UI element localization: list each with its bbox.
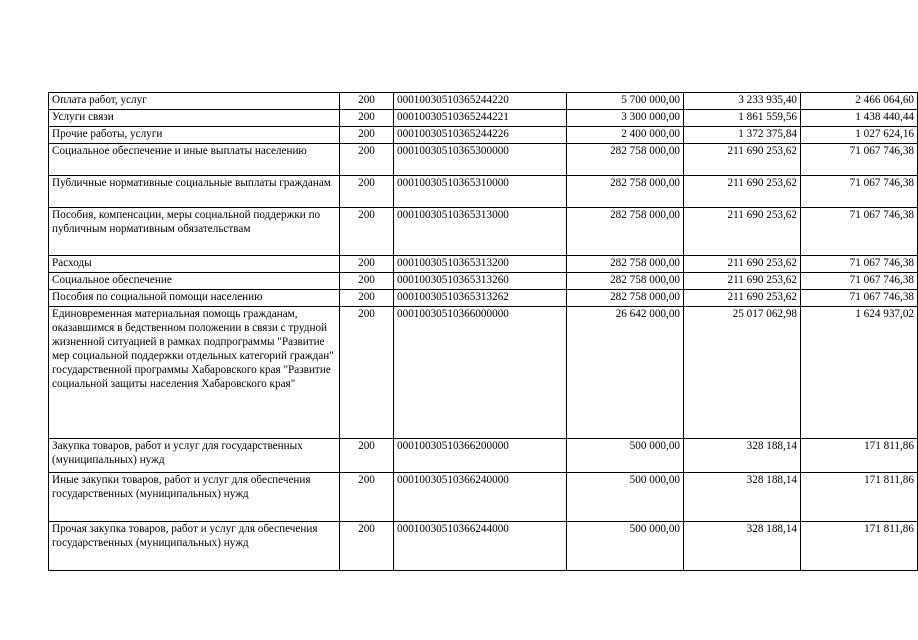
- table-row: [49, 522, 918, 571]
- row-name: Закупка товаров, работ и услуг для государственных (муниципальных) нужд: [49, 439, 340, 473]
- row-budget-code: 00010030510366000000: [394, 307, 567, 439]
- row-approved: 500 000,00: [567, 522, 684, 571]
- row-budget-code: 00010030510365313000: [394, 208, 567, 256]
- row-line-code: 200: [340, 127, 394, 144]
- row-approved: 282 758 000,00: [567, 176, 684, 208]
- row-budget-code: 00010030510366240000: [394, 473, 567, 522]
- row-line-code: 200: [340, 273, 394, 290]
- row-approved: 282 758 000,00: [567, 273, 684, 290]
- row-remaining: 71 067 746,38: [801, 208, 918, 256]
- row-line-code: 200: [340, 144, 394, 176]
- row-budget-code: 00010030510365313200: [394, 256, 567, 273]
- row-executed: 1 861 559,56: [684, 110, 801, 127]
- row-line-code: 200: [340, 208, 394, 256]
- row-approved: 5 700 000,00: [567, 93, 684, 110]
- row-name: Прочие работы, услуги: [49, 127, 340, 144]
- row-remaining: 71 067 746,38: [801, 290, 918, 307]
- row-approved: 26 642 000,00: [567, 307, 684, 439]
- row-line-code: 200: [340, 110, 394, 127]
- row-approved: 282 758 000,00: [567, 256, 684, 273]
- table-row: [49, 256, 918, 273]
- row-approved: 500 000,00: [567, 439, 684, 473]
- row-name: Пособия, компенсации, меры социальной поддержки по публичным нормативным обязательствам: [49, 208, 340, 256]
- row-line-code: 200: [340, 176, 394, 208]
- row-remaining: 2 466 064,60: [801, 93, 918, 110]
- table-row: [49, 144, 918, 176]
- row-executed: 211 690 253,62: [684, 290, 801, 307]
- row-name: Социальное обеспечение: [49, 273, 340, 290]
- row-name: Расходы: [49, 256, 340, 273]
- row-remaining: 1 438 440,44: [801, 110, 918, 127]
- row-name: Оплата работ, услуг: [49, 93, 340, 110]
- row-line-code: 200: [340, 307, 394, 439]
- row-budget-code: 00010030510365244220: [394, 93, 567, 110]
- row-remaining: 71 067 746,38: [801, 273, 918, 290]
- row-remaining: 171 811,86: [801, 473, 918, 522]
- row-budget-code: 00010030510365313262: [394, 290, 567, 307]
- row-approved: 282 758 000,00: [567, 144, 684, 176]
- row-executed: 211 690 253,62: [684, 273, 801, 290]
- row-budget-code: 00010030510365313260: [394, 273, 567, 290]
- row-approved: 282 758 000,00: [567, 290, 684, 307]
- row-approved: 500 000,00: [567, 473, 684, 522]
- row-name: Публичные нормативные социальные выплаты гражданам: [49, 176, 340, 208]
- row-executed: 328 188,14: [684, 522, 801, 571]
- row-executed: 211 690 253,62: [684, 176, 801, 208]
- row-line-code: 200: [340, 439, 394, 473]
- row-budget-code: 00010030510366244000: [394, 522, 567, 571]
- row-line-code: 200: [340, 93, 394, 110]
- row-name: Прочая закупка товаров, работ и услуг для обеспечения государственных (муниципальных) нужд: [49, 522, 340, 571]
- row-remaining: 1 624 937,02: [801, 307, 918, 439]
- row-executed: 25 017 062,98: [684, 307, 801, 439]
- row-executed: 211 690 253,62: [684, 208, 801, 256]
- table-row: [49, 176, 918, 208]
- row-executed: 3 233 935,40: [684, 93, 801, 110]
- row-line-code: 200: [340, 522, 394, 571]
- table-row: [49, 473, 918, 522]
- row-name: Пособия по социальной помощи населению: [49, 290, 340, 307]
- table-row: [49, 208, 918, 256]
- table-row: [49, 110, 918, 127]
- table-row: [49, 93, 918, 110]
- row-line-code: 200: [340, 473, 394, 522]
- row-budget-code: 00010030510365300000: [394, 144, 567, 176]
- row-remaining: 1 027 624,16: [801, 127, 918, 144]
- row-executed: 211 690 253,62: [684, 256, 801, 273]
- row-executed: 328 188,14: [684, 439, 801, 473]
- row-line-code: 200: [340, 290, 394, 307]
- table-row: [49, 307, 918, 439]
- row-executed: 328 188,14: [684, 473, 801, 522]
- row-remaining: 71 067 746,38: [801, 144, 918, 176]
- row-approved: 282 758 000,00: [567, 208, 684, 256]
- table-row: [49, 290, 918, 307]
- row-remaining: 171 811,86: [801, 439, 918, 473]
- row-remaining: 71 067 746,38: [801, 256, 918, 273]
- row-name: Иные закупки товаров, работ и услуг для обеспечения государственных (муниципальных) нужд: [49, 473, 340, 522]
- row-name: Социальное обеспечение и иные выплаты населению: [49, 144, 340, 176]
- table-row: [49, 273, 918, 290]
- row-name: Единовременная материальная помощь гражданам, оказавшимся в бедственном положении в связи с трудной жизненной ситуацией в рамках подпрограммы "Развитие мер социальной поддержки отдельных категорий граждан" государственной программы Хабаровского края "Развитие социальной защиты населения Хабаровского края": [49, 307, 340, 439]
- row-approved: 3 300 000,00: [567, 110, 684, 127]
- row-budget-code: 00010030510365310000: [394, 176, 567, 208]
- table-row: [49, 127, 918, 144]
- row-remaining: 171 811,86: [801, 522, 918, 571]
- row-executed: 1 372 375,84: [684, 127, 801, 144]
- budget-execution-table: [48, 92, 918, 571]
- row-executed: 211 690 253,62: [684, 144, 801, 176]
- row-line-code: 200: [340, 256, 394, 273]
- row-budget-code: 00010030510366200000: [394, 439, 567, 473]
- row-remaining: 71 067 746,38: [801, 176, 918, 208]
- row-name: Услуги связи: [49, 110, 340, 127]
- row-budget-code: 00010030510365244221: [394, 110, 567, 127]
- table-row: [49, 439, 918, 473]
- row-budget-code: 00010030510365244226: [394, 127, 567, 144]
- row-approved: 2 400 000,00: [567, 127, 684, 144]
